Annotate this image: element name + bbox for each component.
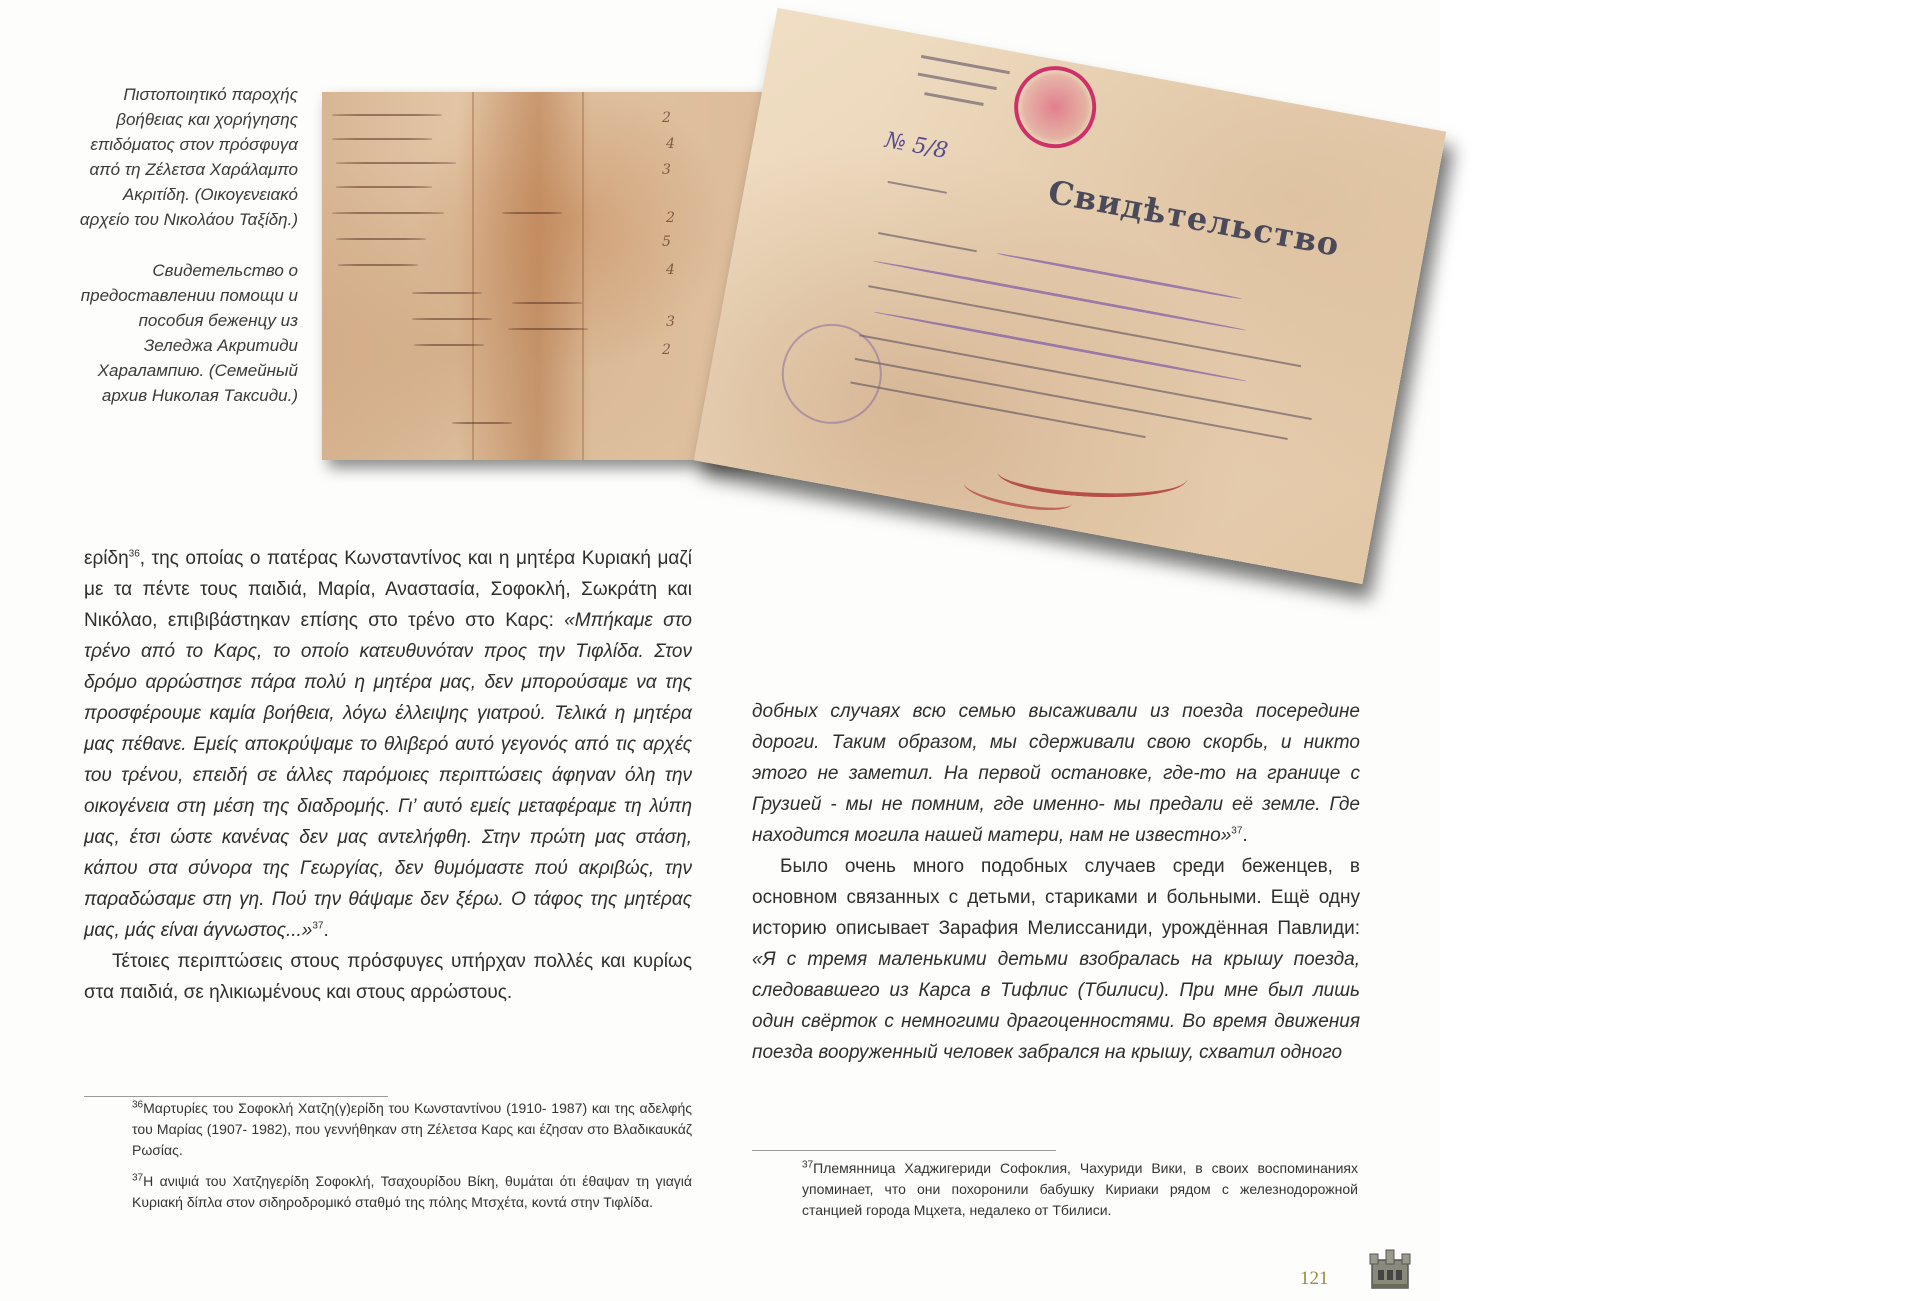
testimony-quote: «Я с тремя маленькими детьми взобралась на крышу поезда, следовавшего из Карса в Тифлис (Тбилиси). При мне был лишь один свёрток с немногими драгоценностями. Во время движения поезда вооруженный человек забрался на крышу, схватил одного — [752, 949, 1360, 1063]
greek-paragraph: ερίδη$^{36}$, της οποίας ο πατέρας Κωνσταντίνος και η μητέρα Κυριακή μαζί με τα πέντε τους παιδιά, Μαρία, Αναστασία, Σοφοκλή, Σωκράτη και Νικόλαο, επιβιβάστηκαν επίσης στο τρένο στο Καρς: «Μπήκαμε στο τρένο από το Καρς, το οποίο κατευθυνόταν προς την Τιφλίδα. Στον δρόμο αρρώστησε πάρα πολύ η μητέρα μας, δεν μπορούσαμε να της προσφέρουμε καμία βοήθεια, λόγω έλλειψης γιατρού. Τελικά η μητέρα μας πέθανε. Εμείς αποκρύψαμε το θλιβερό αυτό γεγονός από τις αρχές του τρένου, επειδή σε άλλες παρόμοιες περιπτώσεις άφηναν όλη την οικογένεια στη μέση της διαδρομής. Γι’ αυτό εμείς μεταφέραμε τη λύπη μας, έτσι ώστε κανένας δεν μας αντελήφθη. Στην πρώτη μας στάση, κάπου στα σύνορα της Γεωργίας, δεν θυμόμαστε πού ακριβώς, την παραδώσαμε στη γη. Πού την θάψαμε δεν ξέρω. Ο τάφος της μητέρας μας, μάς είναι άγνωστος...»$^{37}$. — [84, 548, 692, 941]
footnotes-greek — [132, 1098, 692, 1223]
footnote-divider — [752, 1150, 1056, 1151]
testimony-quote: добных случаях всю семью высаживали из поезда посередине дороги. Таким образом, мы сдерживали свою скорбь, и никто этого не заметил. На первой остановке, где-то на границе с Грузией - мы не помним, где именно- мы предали её земле. Где находится могила нашей матери, нам не известно» — [752, 701, 1360, 846]
russian-text-column — [752, 696, 1360, 1068]
footnote: $^{37}$Η ανιψιά του Χατζηγερίδη Σοφοκλή, Τσαχουρίδου Βίκη, θυμάται ότι έθαψαν τη γιαγιά Κυριακή δίπλα στον σιδηροδρομικό σταθμό της πόλης Μτσχέτα, κοντά στην Τιφλίδα. — [132, 1172, 692, 1210]
page-number: 121 — [1300, 1268, 1329, 1289]
photo-caption-russian: Свидетельство о предоставлении помощи и пособия беженцу из Зеледжа Акритиди Харалампию. (Семейный архив Николая Таксиди.) — [80, 261, 298, 405]
handwritten-list-photo: 2 4 3 2 5 4 3 2 — [322, 92, 772, 460]
greek-paragraph: Τέτοιες περιπτώσεις στους πρόσφυγες υπήρχαν πολλές και κυρίως στα παιδιά, σε ηλικιωμένους και στους αρρώστους. — [84, 951, 692, 1003]
russian-paragraph: Было очень много подобных случаев среди беженцев, в основном связанных с детьми, стариками и больными. Ещё одну историю описывает Зарафия Мелиссаниди, урождённая Павлиди: «Я с тремя маленькими детьми взобралась на крышу поезда, следовавшего из Карса в Тифлис (Тбилиси). При мне был лишь один свёрток с немногими драгоценностями. Во время движения поезда вооруженный человек забрался на крышу, схватил одного — [752, 856, 1360, 1063]
footnote-ref: 37 — [1231, 825, 1243, 837]
photo-caption-greek: Πιστοποιητικό παροχής βοήθειας και χορήγησης επιδόματος στον πρόσφυγα από τη Ζέλετσα Χαράλαμπο Ακριτίδη. (Οικογενειακό αρχείο του Νικολάου Ταξίδη.) — [79, 85, 298, 229]
footnote-ref: 36 — [128, 548, 140, 560]
certificate-title: Свидѣтельство — [1045, 172, 1343, 264]
footnote: $^{37}$Племянница Хаджигериди Софоклия, Чахуриди Вики, в своих воспоминаниях упоминает, что они похоронили бабушку Кириаки рядом с железнодорожной станцией города Мцхета, недалеко от Тбилиси. — [802, 1159, 1358, 1218]
footnote-divider — [84, 1096, 388, 1097]
footnote: $^{36}$Μαρτυρίες του Σοφοκλή Χατζη(γ)ερίδη του Κωνσταντίνου (1910- 1987) και της αδελφής του Μαρίας (1907- 1982), που γεννήθηκαν στη Ζέλετσα Καρς και έζησαν στο Βλαδικαυκάζ Ρωσίας. — [132, 1099, 692, 1158]
russian-paragraph: добных случаях всю семью высаживали из поезда посередине дороги. Таким образом, мы сдерживали свою скорбь, и никто этого не заметил. На первой остановке, где-то на границе с Грузией - мы не помним, где именно- мы предали её земле. Где находится могила нашей матери, нам не известно»$^{37}$. — [752, 701, 1360, 846]
footnote-ref: 37 — [312, 920, 324, 932]
greek-text-column — [84, 543, 692, 1008]
city-emblem-icon — [1364, 1242, 1416, 1294]
certificate-photo — [694, 8, 1446, 584]
testimony-quote: «Μπήκαμε στο τρένο από το Καρς, το οποίο κατευθυνόταν προς την Τιφλίδα. Στον δρόμο αρρώστησε πάρα πολύ η μητέρα μας, δεν μπορούσαμε να της προσφέρουμε καμία βοήθεια, λόγω έλλειψης γιατρού. Τελικά η μητέρα μας πέθανε. Εμείς αποκρύψαμε το θλιβερό αυτό γεγονός από τις αρχές του τρένου, επειδή σε άλλες παρόμοιες περιπτώσεις άφηναν όλη την οικογένεια στη μέση της διαδρομής. Γι’ αυτό εμείς μεταφέραμε τη λύπη μας, έτσι ώστε κανένας δεν μας αντελήφθη. Στην πρώτη μας στάση, κάπου στα σύνορα της Γεωργίας, δεν θυμόμαστε πού ακριβώς, την παραδώσαμε στη γη. Πού την θάψαμε δεν ξέρω. Ο τάφος της μητέρας μας, μάς είναι άγνωστος...» — [84, 610, 692, 941]
footnotes-russian — [802, 1158, 1358, 1231]
certificate-number: № 5/8 — [883, 127, 950, 165]
red-stamp-icon — [1007, 59, 1103, 155]
faint-stamp-icon — [774, 316, 891, 433]
